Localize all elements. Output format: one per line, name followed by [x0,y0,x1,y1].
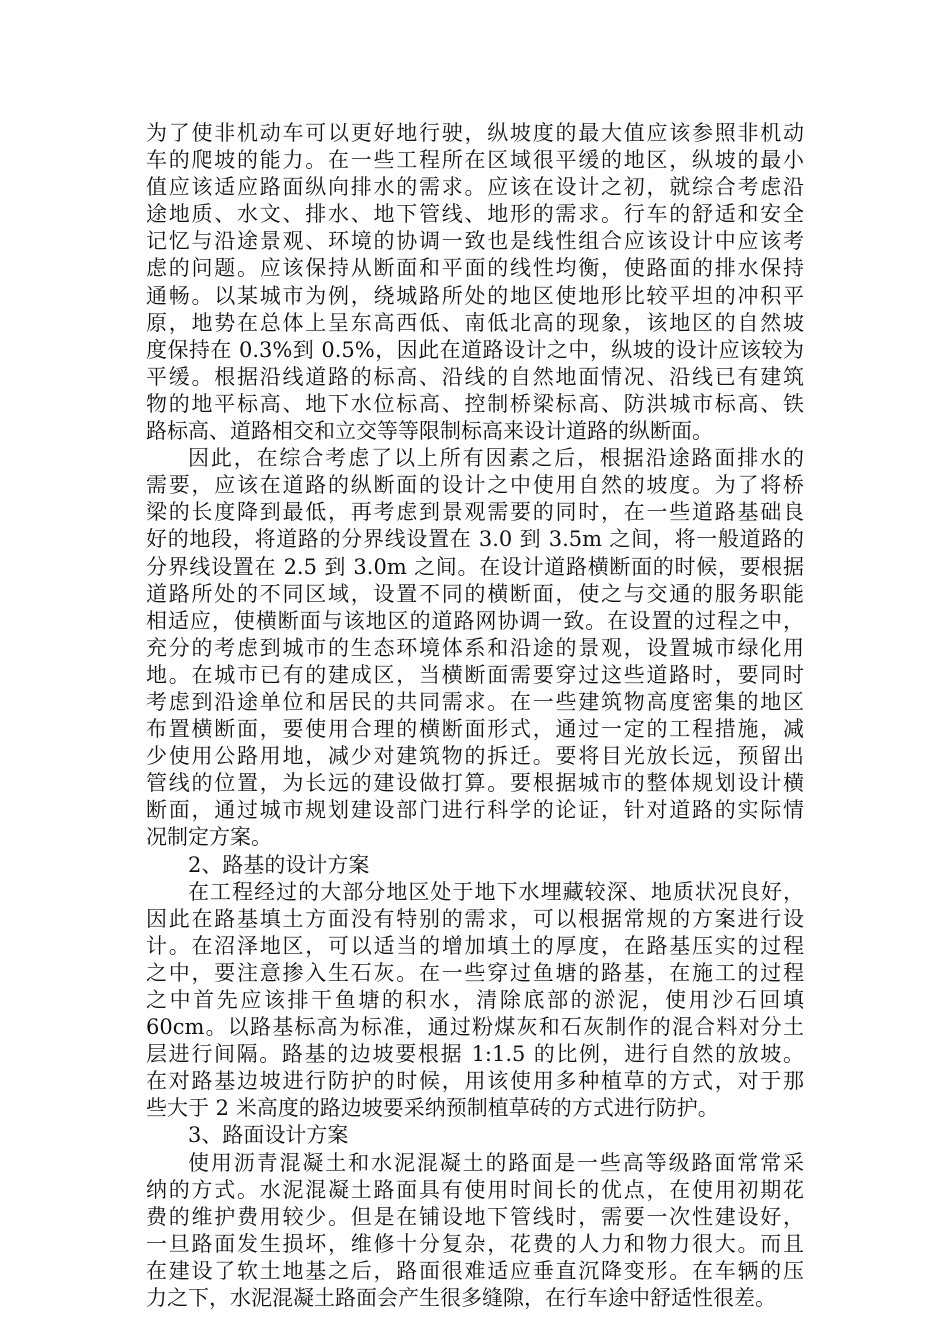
paragraph-line: 相适应，使横断面与该地区的道路网协调一致。在设置的过程之中， [146,608,804,633]
section-heading [146,1122,804,1149]
paragraph-line: 一旦路面发生损坏，维修十分复杂，花费的人力和物力很大。而且 [146,1231,804,1256]
section-heading [146,852,804,879]
paragraph-line: 断面，通过城市规划建设部门进行科学的论证，针对道路的实际情 [146,798,804,823]
paragraph-line: 路标高、道路相交和立交等等限制标高来设计道路的纵断面。 [146,419,713,444]
paragraph-line: 需要，应该在道路的纵断面的设计之中使用自然的坡度。为了将桥 [146,473,804,498]
paragraph-line: 为了使非机动车可以更好地行驶，纵坡度的最大值应该参照非机动 [146,121,804,145]
paragraph [146,1150,804,1313]
paragraph-line: 力之下，水泥混凝土路面会产生很多缝隙，在行车途中舒适性很差。 [146,1286,776,1311]
paragraph-line: 途地质、水文、排水、地下管线、地形的需求。行车的舒适和安全 [146,202,804,227]
paragraph-line: 之中，要注意掺入生石灰。在一些穿过鱼塘的路基，在施工的过程 [146,960,804,985]
paragraph-line: 管线的位置，为长远的建设做打算。要根据城市的整体规划设计横 [146,771,804,796]
paragraph-line: 原，地势在总体上呈东高西低、南低北高的现象，该地区的自然坡 [146,310,804,335]
paragraph [146,879,804,1123]
paragraph-line: 值应该适应路面纵向排水的需求。应该在设计之初，就综合考虑沿 [146,175,804,200]
paragraph-line: 平缓。根据沿线道路的标高、沿线的自然地面情况、沿线已有建筑 [146,364,804,389]
paragraph-line: 考虑到沿途单位和居民的共同需求。在一些建筑物高度密集的地区 [146,689,804,714]
paragraph-line: 层进行间隔。路基的边坡要根据 1:1.5 的比例，进行自然的放坡。 [146,1042,804,1067]
document-page [146,120,804,1312]
paragraph-line: 因此，在综合考虑了以上所有因素之后，根据沿途路面排水的 [188,446,804,471]
paragraph-line: 充分的考虑到城市的生态环境体系和沿途的景观，设置城市绿化用 [146,635,804,660]
paragraph-line: 物的地平标高、地下水位标高、控制桥梁标高、防洪城市标高、铁 [146,391,804,416]
paragraph-line: 好的地段，将道路的分界线设置在 3.0 到 3.5m 之间，将一般道路的 [146,527,804,552]
paragraph-line: 分界线设置在 2.5 到 3.0m 之间。在设计道路横断面的时候，要根据 [146,554,804,579]
paragraph-line: 记忆与沿途景观、环境的协调一致也是线性组合应该设计中应该考 [146,229,804,254]
paragraph-line: 在对路基边坡进行防护的时候，用该使用多种植草的方式，对于那 [146,1069,804,1094]
paragraph-line: 虑的问题。应该保持从断面和平面的线性均衡，使路面的排水保持 [146,256,804,281]
paragraph-line: 费的维护费用较少。但是在铺设地下管线时，需要一次性建设好， [146,1204,804,1229]
paragraph-line: 在工程经过的大部分地区处于地下水埋藏较深、地质状况良好， [188,879,804,904]
paragraph-line: 在建设了软土地基之后，路面很难适应垂直沉降变形。在车辆的压 [146,1258,804,1283]
paragraph-line: 梁的长度降到最低，再考虑到景观需要的同时，在一些道路基础良 [146,500,804,525]
heading-text: 2、路基的设计方案 [188,852,370,877]
paragraph [146,120,804,445]
paragraph-line: 使用沥青混凝土和水泥混凝土的路面是一些高等级路面常常采 [188,1150,804,1175]
paragraph-line: 计。在沼泽地区，可以适当的增加填土的厚度，在路基压实的过程 [146,933,804,958]
paragraph [146,445,804,851]
paragraph-line: 因此在路基填土方面没有特别的需求，可以根据常规的方案进行设 [146,906,804,931]
paragraph-line: 布置横断面，要使用合理的横断面形式，通过一定的工程措施，减 [146,717,804,742]
paragraph-line: 地。在城市已有的建成区，当横断面需要穿过这些道路时，要同时 [146,662,804,687]
paragraph-line: 纳的方式。水泥混凝土路面具有使用时间长的优点，在使用初期花 [146,1177,804,1202]
paragraph-line: 少使用公路用地，减少对建筑物的拆迁。要将目光放长远，预留出 [146,744,804,769]
paragraph-line: 度保持在 0.3%到 0.5%，因此在道路设计之中，纵坡的设计应该较为 [146,337,804,362]
paragraph-line: 之中首先应该排干鱼塘的积水，清除底部的淤泥，使用沙石回填 [146,988,804,1012]
paragraph-line: 况制定方案。 [146,825,272,850]
paragraph-line: 些大于 2 米高度的路边坡要采纳预制植草砖的方式进行防护。 [146,1096,719,1121]
paragraph-line: 通畅。以某城市为例，绕城路所处的地区使地形比较平坦的冲积平 [146,283,804,308]
paragraph-line: 车的爬坡的能力。在一些工程所在区域很平缓的地区，纵坡的最小 [146,148,804,173]
heading-text: 3、路面设计方案 [188,1123,349,1148]
paragraph-line: 60cm。以路基标高为标准，通过粉煤灰和石灰制作的混合料对分土 [146,1015,804,1040]
paragraph-line: 道路所处的不同区域，设置不同的横断面，使之与交通的服务职能 [146,581,804,606]
